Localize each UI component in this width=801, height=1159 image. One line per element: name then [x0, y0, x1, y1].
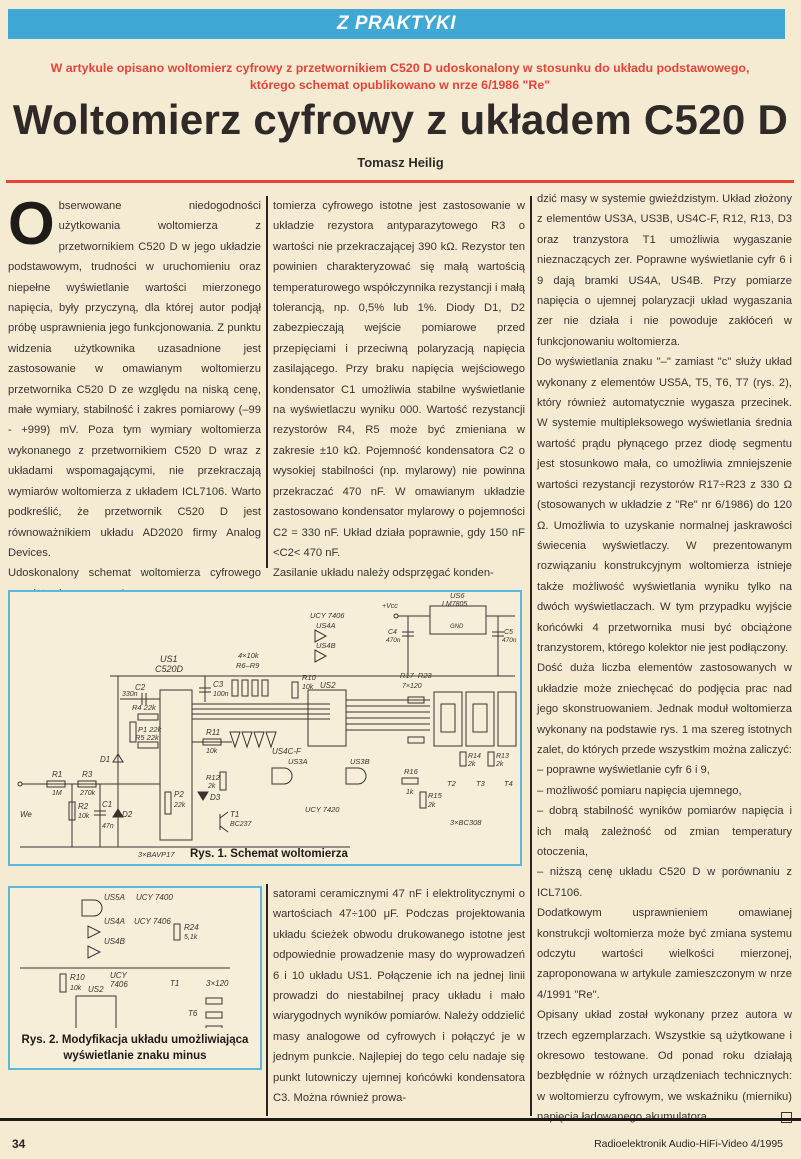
label-t1: T1: [230, 810, 240, 819]
label-c4-val: 470n: [386, 637, 401, 644]
paragraph: Do wyświetlania znaku "–" zamiast "c" służy układ wykonany z elementów US5A, T5, T6, T7 (rys. 2), który również automatycznie wygasza przecinek. W systemie multipleksowego wyświetlania średnia wartość prądu płynącego przez diodę segmentu jest stosunkowo mała, co umożliwia zmniejszenie wartości rezystancji rezystorów R17÷R23 z 330 Ω (stosowanych w układzie z "Re" nr 6/1986) do 120 Ω. Umożliwia to uzyskanie normalnej jaskrawości świecenia wyświetlaczy. W prezentowanym rozwiązaniu konstrukcyjnym woltomierza istnieje także możliwość wyświetlania wyniku tylko na dwóch wyświetlaczach. W tym przypadku wyjście końcówki 4 przetwornika musi być obciążone tranzystorem, którego kolektor nie jest podłączony.: [537, 356, 792, 654]
resistor-r15: [420, 792, 426, 808]
column-divider: [266, 196, 268, 568]
inverter-us4a: [88, 926, 100, 938]
list-item: – poprawne wyświetlanie cyfr 6 i 9,: [537, 764, 710, 777]
label-r16: R16: [404, 767, 418, 776]
publication-footer: Radioelektronik Audio-HiFi-Video 4/1995: [594, 1138, 783, 1150]
label-ucy7406: UCY 7406: [134, 917, 171, 926]
ic-us1: [160, 690, 192, 840]
label-r15: R15: [428, 791, 442, 800]
wire: [220, 826, 228, 832]
input-terminal: [18, 782, 22, 786]
label-t7: [170, 1027, 180, 1028]
seven-segment-display-1: [434, 692, 462, 746]
inverter-us4b: [315, 650, 326, 662]
label-r14-val: 2k: [468, 761, 476, 768]
schematic-element: [473, 704, 487, 732]
label-r13-val: 2k: [496, 761, 504, 768]
label-us4b: US4B: [104, 937, 125, 946]
inverter-us4d: [242, 732, 252, 747]
label-us4cf: US4C-F: [272, 747, 301, 756]
paragraph: dzić masy w systemie gwieździstym. Układ złożony z elementów US3A, US3B, US4C-F, R12, R13, D3 oraz tranzystora T1 umożliwia wygaszanie nieznaczących zer. Poprawne wyświetlanie cyfr 6 i 9 dają bramki US4A, US4B. Przy pomiarze napięcia o ujemnej polaryzacji układ wygaszania zer nie działa i nie powoduje zakłóceń w funkcjonowaniu woltomierza.: [537, 193, 792, 348]
label-r10-val: 10k: [302, 684, 314, 691]
resistor-b: [206, 1012, 222, 1018]
resistor-r6: [232, 680, 238, 696]
paragraph-text: bserwowane niedogodności użytkowania woltomierza z przetwornikiem C520 D w jego układzie podstawowym, trudności w uruchomieniu oraz niepełne wyświetlanie wartości mierzonego napięcia, były przyczyną, dla której autor podjął próbę usprawnienia jego funkcjonowania. Z punktu widzenia użytkownika uzasadnione jest zastosowanie w omawianym woltomierzu przetwornika C520 D ze względu na niską cenę, małe wymiary, stabilność i zakres pomiarowy (–99 - +999) mV. Poza tym wymiary woltomierza wykonanego z przetwornikiem C520 D wraz z układami wspomagającymi, nie przekraczają wymiarów woltomierza z układem ICL7106. Warto podkreślić, że przetwornik C520 D jest równoważnikiem układu AD2020 firmy Analog Devices.: [8, 200, 261, 559]
nand-us3a: [272, 768, 292, 784]
label-us6: US6: [450, 592, 465, 600]
label-t1: T1: [170, 979, 180, 988]
diode-d3: [198, 792, 208, 800]
paragraph: tomierza cyfrowego istotne jest zastosowanie w układzie rezystora antyparazytowego R3 o wartości nie przekraczającej 390 kΩ. Rezystor ten powinien charakteryzować się małą wartością temperaturowego współczynnika rezystancji i małą tolerancją, np. 0,5% lub 1%. Diody D1, D2 zabezpieczają wejście pomiarowe przed przepięciami i przeciwną polaryzacją napięcia zasilającego. Przy braku napięcia wejściowego kondensator C1 umożliwia stabilne wyświetlanie na wyświetlaczu wyniku 000. Wartość rezystancji rezystorów R4, R5 może być zmieniana w zakresie ±10 kΩ. Pojemność kondensatora C2 o wysokiej stabilności (np. mylarowy) nie powinna przekraczać 470 nF. W omawianym układzie zastosowano kondensator mylarowy o pojemności C2 = 330 nF. Układ działa poprawnie, gdy 150 nF <C2< 470 nF.: [273, 200, 525, 559]
section-label: Z PRAKTYKI: [337, 13, 456, 34]
article-lead: [10, 60, 790, 94]
resistor-r5: [138, 742, 158, 748]
label-r6r9-count: 4×10k: [238, 651, 259, 660]
label-t4: T4: [504, 779, 513, 788]
label-c3-val: 100n: [213, 691, 229, 698]
label-r3-val: 270k: [80, 790, 96, 797]
figure-1-caption: Rys. 1. Schemat woltomierza: [190, 848, 348, 860]
figure-1-schematic: [8, 590, 522, 866]
label-transistors: 3×BC308: [450, 818, 482, 827]
caption-line-1: Rys. 2. Modyfikacja układu umożliwiająca: [21, 1034, 249, 1046]
column-divider: [530, 196, 532, 1116]
label-t3: T3: [476, 779, 485, 788]
resistor-r12: [220, 772, 226, 790]
label-c2-val: 330n: [122, 691, 138, 698]
inverter-us4f: [266, 732, 276, 747]
label-us2: US2: [320, 681, 336, 690]
seven-segment-display-3: [498, 692, 516, 746]
label-resistors: 3×120: [206, 979, 229, 988]
page-number: 34: [12, 1137, 26, 1151]
label-c2: C2: [135, 683, 146, 692]
label-input: We: [20, 810, 32, 819]
label-ucy-num: 7406: [110, 980, 128, 989]
list-item: – możliwość pomiaru napięcia ujemnego,: [537, 784, 742, 797]
column-1: [8, 190, 261, 625]
label-c4: C4: [388, 629, 397, 636]
label-us2: US2: [88, 985, 104, 994]
label-ucy7400: UCY 7400: [136, 893, 173, 902]
ic-us2: [76, 996, 116, 1028]
label-t1-type: BC237: [230, 821, 252, 828]
label-r15-val: 2k: [428, 802, 436, 809]
label-t2: T2: [447, 779, 456, 788]
section-header: [8, 9, 785, 39]
label-r12-val: 2k: [208, 783, 216, 790]
resistor-r4: [138, 714, 158, 720]
resistor-r24: [174, 924, 180, 940]
figure-2-schematic: [8, 886, 262, 1070]
label-p2-val: 22k: [174, 802, 186, 809]
list-item: – dobrą stabilność wyników pomiarów napięcia i ich małą zależność od zmian temperatury otoczenia,: [537, 805, 792, 858]
wire: [220, 812, 228, 818]
label-us6-type: LM7805: [442, 601, 468, 608]
label-r24: R24: [184, 923, 199, 932]
inverter-us4b: [88, 946, 100, 958]
label-c1-val: 47n: [102, 823, 114, 830]
lead-line-2: którego schemat opublikowano w nrze 6/1986 "Re": [249, 78, 551, 92]
figure-2-caption: [10, 1032, 260, 1064]
schematic-element: [498, 692, 516, 746]
column-2: [273, 196, 525, 584]
lead-line-1: W artykule opisano woltomierz cyfrowy z przetwornikiem C520 D udoskonalony w stosunku do układu podstawowego,: [50, 61, 750, 75]
label-gnd: GND: [450, 624, 464, 630]
label-r2: R2: [78, 802, 89, 811]
label-r11: R11: [206, 728, 221, 737]
ic-us2: [308, 690, 346, 746]
label-us5a: US5A: [104, 893, 125, 902]
label-d3: D3: [210, 793, 221, 802]
schematic-element: [466, 692, 494, 746]
column-2-continued: [273, 884, 525, 1108]
resistor-c: [206, 1026, 222, 1028]
resistor-a: [206, 998, 222, 1004]
label-r10-val: 10k: [70, 985, 82, 992]
label-us4b: US4B: [316, 641, 336, 650]
resistor-r8: [252, 680, 258, 696]
footer-divider: [0, 1118, 801, 1121]
label-r6r9: R6–R9: [236, 661, 260, 670]
label-r13: R13: [496, 753, 509, 760]
label-r2-val: 10k: [78, 813, 90, 820]
label-r1: R1: [52, 770, 63, 779]
label-r10: R10: [302, 673, 316, 682]
pot-p2: [165, 792, 171, 814]
resistor-r9: [262, 680, 268, 696]
resistor-r16: [402, 778, 418, 784]
label-diodes: 3×BAVP17: [138, 850, 175, 859]
label-r16-val: 1k: [406, 789, 414, 796]
title-divider: [6, 180, 794, 183]
vcc-terminal: [394, 614, 398, 618]
resistor-r10: [60, 974, 66, 992]
schematic-1-diagram: [10, 592, 520, 864]
label-r11-val: 10k: [206, 748, 218, 755]
label-r1-val: 1M: [52, 790, 62, 797]
label-d1: D1: [100, 755, 111, 764]
paragraph: [8, 190, 261, 563]
article-title: Woltomierz cyfrowy z układem C520 D: [12, 96, 789, 143]
inverter-us4e: [254, 732, 264, 747]
label-c1: C1: [102, 800, 113, 809]
schematic-2-diagram: [10, 888, 260, 1028]
article-author: Tomasz Heilig: [357, 155, 444, 170]
label-r17r23-val: 7×120: [402, 683, 422, 690]
label-t6: T6: [188, 1009, 198, 1018]
label-ucy: UCY: [110, 971, 127, 980]
label-r24-val: 5,1k: [184, 934, 198, 941]
label-ucy7420: UCY 7420: [305, 805, 340, 814]
label-r10: R10: [70, 973, 85, 982]
label-us1-type: C520D: [155, 664, 184, 674]
label-r12: R12: [206, 773, 220, 782]
resistor-r7: [242, 680, 248, 696]
resistor-r13: [488, 752, 494, 766]
label-d2: D2: [122, 810, 133, 819]
paragraph: Dość duża liczba elementów zastosowanych w układzie może zniechęcać do podjęcia prac nad jego skonstruowaniem. Jednak moduł woltomierza wykonany na podstawie rys. 1 ma szereg istotnych zalet, do których przede wszystkim można zaliczyć:: [537, 662, 792, 756]
label-r4: R4 22k: [132, 703, 156, 712]
paragraph: Dodatkowym usprawnieniem omawianej konstrukcji woltomierza może być zmiana systemu odczytu wartości wielkości mierzonej, zaproponowana w artykule zamieszczonym w nrze 4/1991 "Re".: [537, 907, 792, 1001]
label-c5: C5: [504, 629, 513, 636]
label-r5: R5 22k: [135, 733, 159, 742]
list-item: – niższą cenę układu C520 D w porównaniu z ICL7106.: [537, 866, 792, 899]
resistor-r14: [460, 752, 466, 766]
paragraph: satorami ceramicznymi 47 nF i elektrolitycznymi o wartościach 47÷100 μF. Podczas projektowania układu ścieżek obwodu drukowanego istotne jest odpowiednie prowadzenie masy do wyprowadzeń 6 i 10 układu US1. Połączenie ich na jednej linii prowadzi do niestabilnej pracy układu i mało wiarygodnych wyników pomiarów. Należy oddzielić masy analogowe od cyfrowych i połączyć je w jednym punkcie. Najlepiej do tego celu nadaje się punkt lutowniczy ujemnej końcówki kondensatora C3. Można również prowa-: [273, 888, 525, 1105]
paragraph: [537, 1005, 792, 1127]
seven-segment-display-2: [466, 692, 494, 746]
label-us4a: US4A: [316, 621, 336, 630]
label-p1: P1 22k: [138, 725, 162, 734]
label-us3b: US3B: [350, 757, 370, 766]
label-us4a: US4A: [104, 917, 125, 926]
label-vcc: +Vcc: [382, 603, 398, 610]
label-us3a: US3A: [288, 757, 308, 766]
label-ucy7406: UCY 7406: [310, 611, 345, 620]
schematic-element: [441, 704, 455, 732]
resistor-r23: [408, 737, 424, 743]
column-3: [537, 189, 792, 1128]
paragraph: Zasilanie układu należy odsprzęgać konden-: [273, 567, 494, 580]
label-r3: R3: [82, 770, 93, 779]
drop-cap: O: [8, 190, 55, 257]
label-r14: R14: [468, 753, 481, 760]
label-c5-val: 470n: [502, 637, 517, 644]
caption-line-2: wyświetlanie znaku minus: [63, 1050, 207, 1062]
label-c3: C3: [213, 680, 224, 689]
label-r17r23: R17–R23: [400, 671, 432, 680]
label-p2: P2: [174, 790, 184, 799]
nand-us3b: [346, 768, 366, 784]
column-divider: [266, 884, 268, 1116]
paragraph: Udoskonalony schemat woltomierza cyfrowego: [8, 567, 261, 580]
label-us1: US1: [160, 654, 178, 664]
schematic-element: [434, 692, 462, 746]
paragraph-text: Opisany układ został wykonany przez autora w trzech egzemplarzach. Wszystkie są użytkowane i okresowo testowane. Od ponad roku działają bezbłędnie w różnych urządzeniach technicznych: w woltomierzu cyfrowym, we wskaźniku (mierniku): [537, 1009, 792, 1103]
resistor-r10: [292, 682, 298, 698]
inverter-us4c: [230, 732, 240, 747]
nand-us5a: [82, 900, 102, 916]
